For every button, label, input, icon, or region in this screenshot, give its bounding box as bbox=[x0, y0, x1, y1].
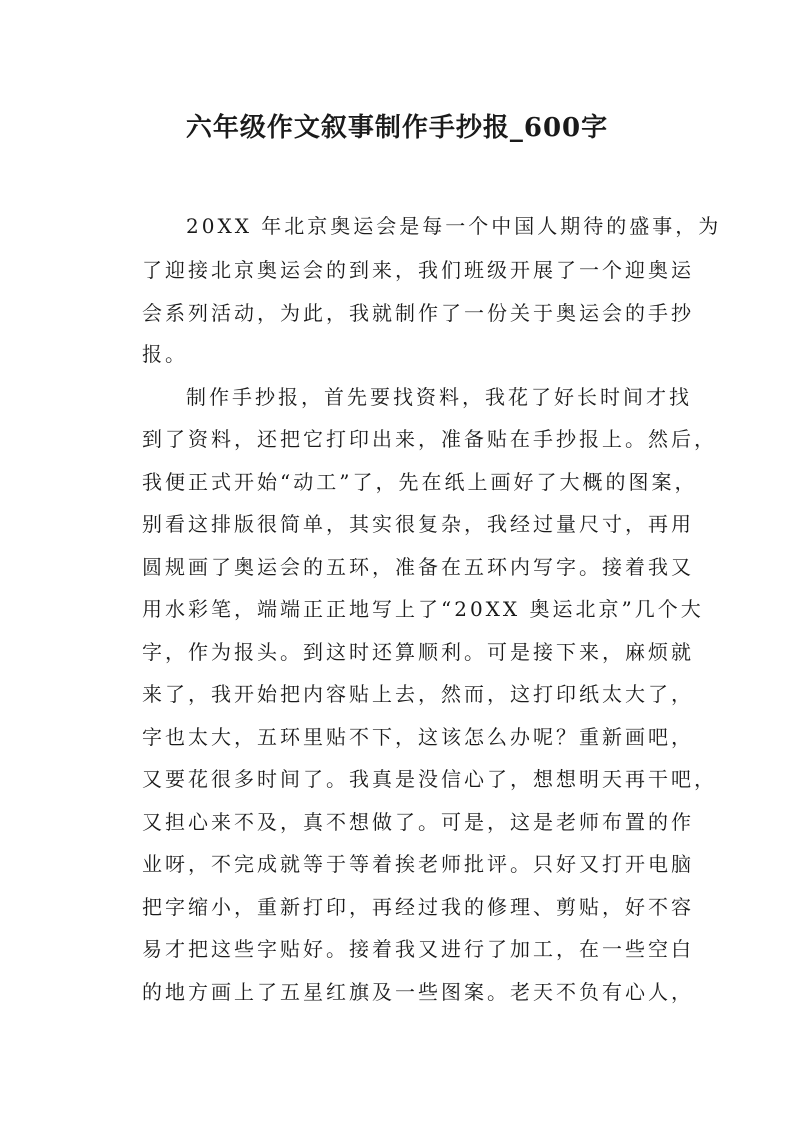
paragraph-line: 把字缩小，重新打印，再经过我的修理、剪贴，好不容 bbox=[142, 895, 694, 919]
paragraph-line: 20XX 年北京奥运会是每一个中国人期待的盛事，为 bbox=[186, 214, 722, 238]
paragraph-line: 我便正式开始“动工”了，先在纸上画好了大概的图案， bbox=[142, 470, 698, 494]
document-title: 六年级作文叙事制作手抄报_600字 bbox=[185, 113, 609, 143]
paragraph-line: 会系列活动，为此，我就制作了一份关于奥运会的手抄 bbox=[142, 301, 694, 325]
paragraph-line: 的地方画上了五星红旗及一些图案。老天不负有心人， bbox=[142, 980, 694, 1004]
paragraph-line: 制作手抄报，首先要找资料，我花了好长时间才找 bbox=[186, 385, 692, 409]
paragraph-line: 了迎接北京奥运会的到来，我们班级开展了一个迎奥运 bbox=[142, 258, 694, 282]
paragraph-line: 别看这排版很简单，其实很复杂，我经过量尺寸，再用 bbox=[142, 512, 694, 536]
paragraph-line: 又要花很多时间了。我真是没信心了，想想明天再干吧， bbox=[142, 767, 717, 791]
paragraph-line: 到了资料，还把它打印出来，准备贴在手抄报上。然后， bbox=[142, 427, 717, 451]
paragraph-line: 来了，我开始把内容贴上去，然而，这打印纸太大了， bbox=[142, 682, 694, 706]
paragraph-line: 圆规画了奥运会的五环，准备在五环内写字。接着我又 bbox=[142, 555, 694, 579]
paragraph-line: 报。 bbox=[142, 342, 188, 366]
paragraph-line: 字也太大，五环里贴不下，这该怎么办呢？重新画吧， bbox=[142, 725, 694, 749]
paragraph-line: 业呀，不完成就等于等着挨老师批评。只好又打开电脑 bbox=[142, 852, 694, 876]
paragraph-line: 用水彩笔，端端正正地写上了“20XX 奥运北京”几个大 bbox=[142, 597, 704, 621]
paragraph-line: 易才把这些字贴好。接着我又进行了加工，在一些空白 bbox=[142, 937, 694, 961]
paragraph-line: 又担心来不及，真不想做了。可是，这是老师布置的作 bbox=[142, 810, 694, 834]
paragraph-line: 字，作为报头。到这时还算顺利。可是接下来，麻烦就 bbox=[142, 640, 694, 664]
